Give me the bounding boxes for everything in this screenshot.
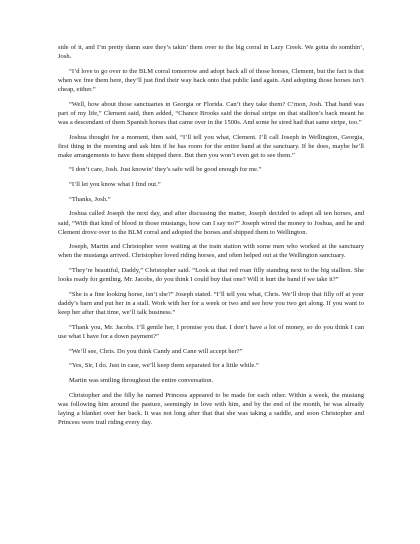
paragraph-13: “We’ll see, Chris. Do you think Candy and Cane will accept her?” <box>69 347 243 355</box>
paragraph-6: “I’ll let you know what I find out.” <box>69 181 161 189</box>
paragraph-16: Christopher and the filly he named Princess appeared to be made for each other. Within a week, the mustang was following him around the pasture, seemingly in love with him, and by the end of the month, he was already laying a blanket over her back. It was not long after that that she was taking a saddle, and soon Christopher and Princess were trail riding every day. <box>58 391 364 426</box>
paragraph-3: “Well, how about those sanctuaries in Georgia or Florida. Can’t they take them? C’mon, Josh. That band was part of my life,” Clement said, then added, “Chance Brooks said the dorsal stripe on that stallion’s back meant he was a descendant of them Spanish horses that came over in the 1500s. And some he sired had that same stripe, too.” <box>58 100 364 126</box>
paragraph-15: Martin was smiling throughout the entire conversation. <box>69 376 214 384</box>
paragraph-12: “Thank you, Mr. Jacobs. I’ll gentle her, I promise you that. I don’t have a lot of money, so do you think I can use what I have for a down payment?” <box>58 323 364 340</box>
paragraph-1: side of it, and I’m pretty damn sure they’s takin’ them over to the big corral in Lazy Creek. We gotta do somthin’, Josh. <box>58 44 364 61</box>
paragraph-10: “They’re beautiful, Daddy,” Christopher said. “Look at that red roan filly standing next to the big stallion. She looks ready for gentling. Mr. Jacobs, do you think I could buy that one? Will it hurt the band if we take it?” <box>58 267 364 284</box>
paragraph-4: Joshua thought for a moment, then said, “I’ll tell you what, Clement. I’ll call Joseph in Wellington, Georgia, first thing in the morning and ask him if he has room for the entire band at the sanctuary. If he does, maybe he’ll make arrangements to have them shipped there. But then you won’t even get to see them.” <box>58 133 364 159</box>
paragraph-14: “Yes, Sir, I do. Just in case, we’ll keep them separated for a little while.” <box>69 362 259 370</box>
paragraph-9: Joseph, Martin and Christopher were waiting at the train station with some men who worked at the sanctuary when the mustangs arrived. Christopher loved riding horses, and often helped out at the Wellington sanctuary. <box>58 243 364 260</box>
paragraph-8: Joshua called Joseph the next day, and after discussing the matter, Joseph decided to adopt all ten horses, and said, “With that kind of blood in those mustangs, how can I say no?” Joseph wired the money to Joshua, and he and Clement drove over to the BLM corral and adopted the horses and shipped them to Wellington. <box>58 210 364 236</box>
paragraph-2: “I’d love to go over to the BLM corral tomorrow and adopt back all of those horses, Clement, but the fact is that when we free them here, they’ll just find their way back onto that public land again. And adopting those horses isn’t cheap, either.” <box>58 67 364 93</box>
paragraph-5: “I don’t care, Josh. Just knowin’ they’s safe will be good enough for me.” <box>69 166 262 174</box>
paragraph-7: “Thanks, Josh.” <box>69 195 111 203</box>
paragraph-11: “She is a fine looking horse, isn’t she?” Joseph stated. “I’ll tell you what, Chris. We’ll drop that filly off at your daddy’s barn and put her in a stall. Work with her for a week or two and see how you two get along. If you want to keep her after that time, we’ll talk business.” <box>58 290 364 317</box>
